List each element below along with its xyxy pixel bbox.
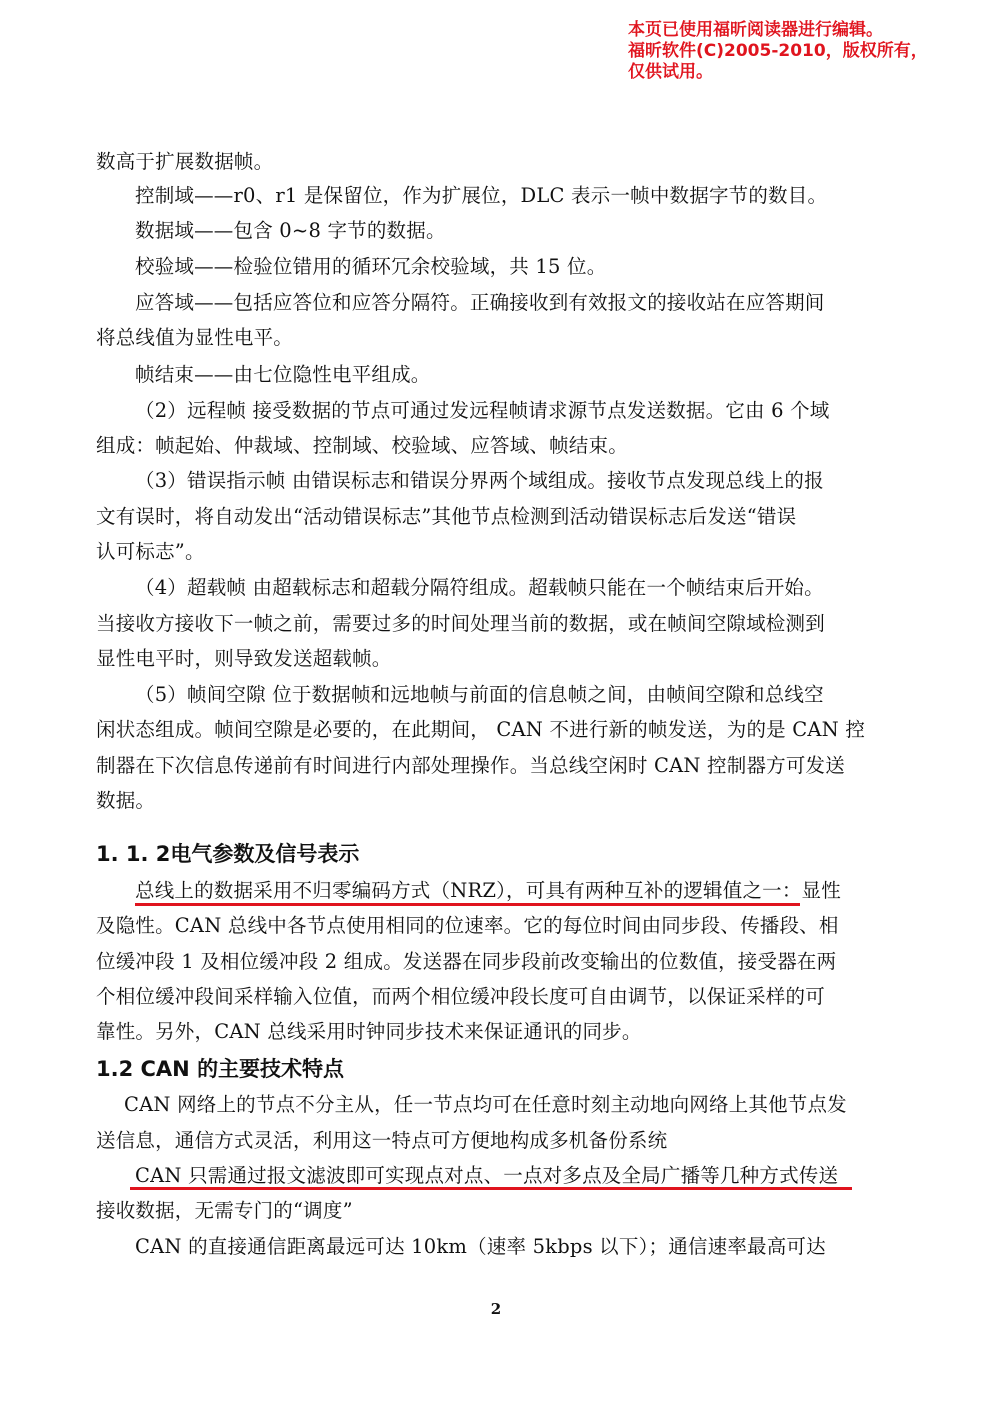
body-line: 位缓冲段 1 及相位缓冲段 2 组成。发送器在同步段前改变输出的位数值，接受器在两 [96, 950, 837, 973]
section-heading: 1. 1. 2电气参数及信号表示 [96, 842, 360, 866]
body-line: （3）错误指示帧 由错误标志和错误分界两个域组成。接收节点发现总线上的报 [135, 469, 824, 492]
body-line: 将总线值为显性电平。 [96, 326, 294, 349]
body-line: 校验域——检验位错用的循环冗余校验域，共 15 位。 [135, 255, 607, 278]
body-line: CAN 只需通过报文滤波即可实现点对点、一点对多点及全局广播等几种方式传送 [135, 1164, 839, 1187]
body-line: 显性电平时，则导致发送超载帧。 [96, 647, 392, 670]
body-line: 个相位缓冲段间采样输入位值，而两个相位缓冲段长度可自由调节，以保证采样的可 [96, 985, 825, 1008]
page-number: 2 [490, 1300, 502, 1318]
body-line: 控制域——r0、r1 是保留位，作为扩展位，DLC 表示一帧中数据字节的数目。 [135, 184, 828, 207]
body-line: 数高于扩展数据帧。 [96, 150, 274, 173]
body-line: 文有误时，将自动发出“活动错误标志”其他节点检测到活动错误标志后发送“错误 [96, 505, 797, 528]
body-line: 及隐性。CAN 总线中各节点使用相同的位速率。它的每位时间由同步段、传播段、相 [96, 914, 839, 937]
watermark-line-1: 本页已使用福昕阅读器进行编辑。 [628, 20, 883, 40]
body-line: 帧结束——由七位隐性电平组成。 [135, 363, 431, 386]
body-line: （5）帧间空隙 位于数据帧和远地帧与前面的信息帧之间，由帧间空隙和总线空 [135, 683, 824, 706]
section-heading: 1.2 CAN 的主要技术特点 [96, 1057, 345, 1081]
body-line: CAN 网络上的节点不分主从，任一节点均可在任意时刻主动地向网络上其他节点发 [124, 1093, 847, 1116]
red-annotation-underline [130, 1187, 852, 1190]
body-line: 送信息，通信方式灵活，利用这一特点可方便地构成多机备份系统 [96, 1129, 668, 1152]
body-line: 当接收方接收下一帧之前，需要过多的时间处理当前的数据，或在帧间空隙域检测到 [96, 612, 825, 635]
body-line: 认可标志”。 [96, 540, 205, 563]
body-line: 靠性。另外，CAN 总线采用时钟同步技术来保证通讯的同步。 [96, 1020, 642, 1043]
body-line: 数据。 [96, 789, 156, 812]
body-line: 数据域——包含 0~8 字节的数据。 [135, 219, 446, 242]
watermark-line-3: 仅供试用。 [628, 62, 713, 82]
body-line: 总线上的数据采用不归零编码方式（NRZ），可具有两种互补的逻辑值之一：显性 [135, 879, 841, 902]
editor-watermark [628, 20, 978, 83]
watermark-line-2: 福昕软件(C)2005-2010，版权所有， [628, 41, 928, 61]
body-line: （2）远程帧 接受数据的节点可通过发远程帧请求源节点发送数据。它由 6 个域 [135, 399, 830, 422]
body-line: CAN 的直接通信距离最远可达 10km（速率 5kbps 以下）；通信速率最高可达 [135, 1235, 826, 1258]
body-line: 应答域——包括应答位和应答分隔符。正确接收到有效报文的接收站在应答期间 [135, 291, 825, 314]
body-line: 闲状态组成。帧间空隙是必要的，在此期间， CAN 不进行新的帧发送，为的是 CAN 控 [96, 718, 866, 741]
body-line: 制器在下次信息传递前有时间进行内部处理操作。当总线空闲时 CAN 控制器方可发送 [96, 754, 845, 777]
red-annotation-underline [135, 903, 800, 906]
body-line: 组成：帧起始、仲裁域、控制域、校验域、应答域、帧结束。 [96, 434, 628, 457]
body-line: 接收数据，无需专门的“调度” [96, 1199, 353, 1222]
body-line: （4）超载帧 由超载标志和超载分隔符组成。超载帧只能在一个帧结束后开始。 [135, 576, 824, 599]
